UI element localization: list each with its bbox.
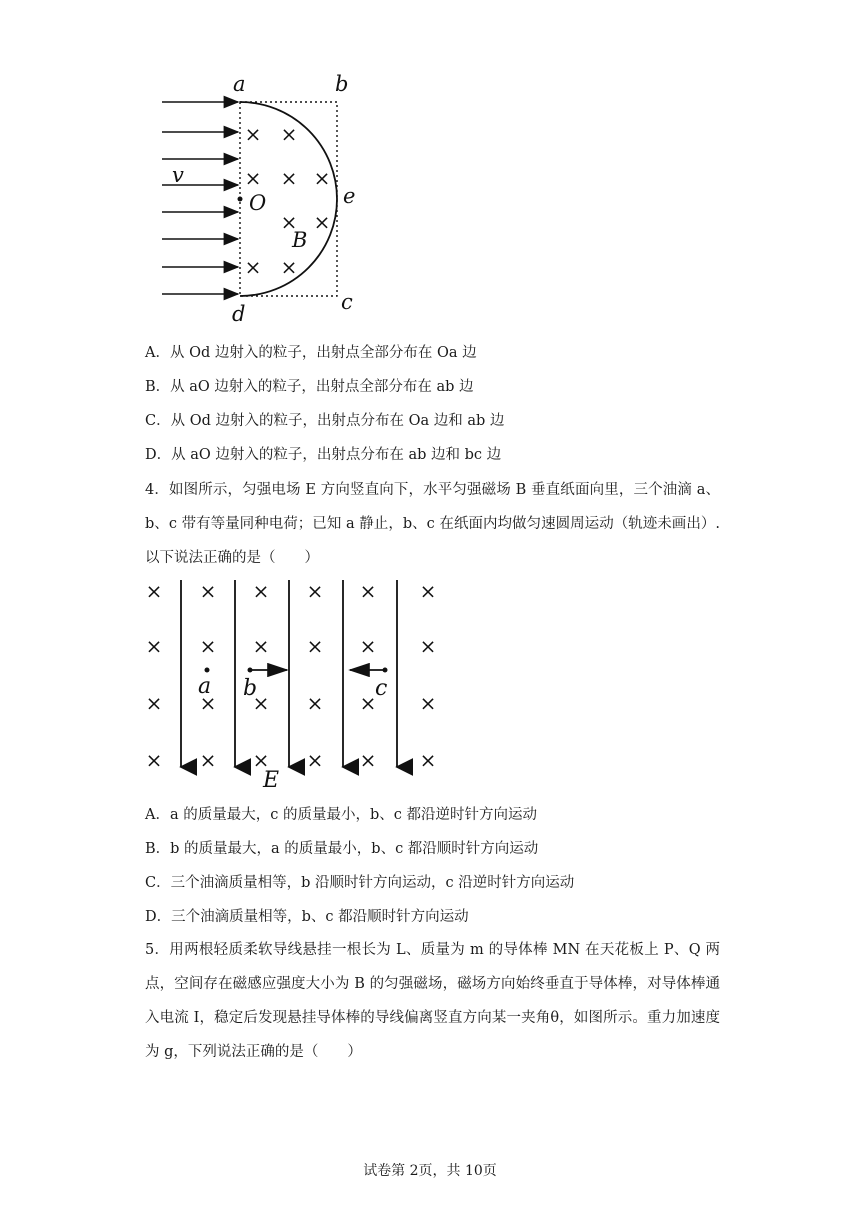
label-b: b xyxy=(335,72,349,96)
q3-option-b: B．从 aO 边射入的粒子，出射点全部分布在 ab 边 xyxy=(145,379,474,395)
label-e-field: E xyxy=(263,768,280,793)
svg-text:×: × xyxy=(252,579,270,603)
page-footer: 试卷第 2页，共 10页 xyxy=(363,1163,497,1179)
svg-text:×: × xyxy=(199,634,217,658)
label-d: d xyxy=(232,302,246,326)
electric-field-lines xyxy=(181,580,397,767)
drop-a xyxy=(205,668,210,673)
svg-text:×: × xyxy=(199,691,217,715)
svg-text:×: × xyxy=(244,122,262,146)
svg-text:×: × xyxy=(359,691,377,715)
q3-option-d: D．从 aO 边射入的粒子，出射点分布在 ab 边和 bc 边 xyxy=(145,447,502,463)
svg-text:×: × xyxy=(280,210,298,234)
label-e: e xyxy=(343,184,356,208)
svg-text:×: × xyxy=(306,691,324,715)
figure-semicircle-field xyxy=(150,65,380,335)
q5-stem: 5．用两根轻质柔软导线悬挂一根长为 L、质量为 m 的导体棒 MN 在天花板上 P、Q 两点，空间存在磁感应强度大小为 B 的匀强磁场，磁场方向始终垂直于导体棒，对导体棒通入电流 I，稳定后发现悬挂导体棒的导线偏离竖直方向某一夹角θ，如图所示。重力加速度为 g，下列说法正确的是（ ） xyxy=(145,942,720,1060)
svg-text:×: × xyxy=(199,579,217,603)
svg-text:×: × xyxy=(419,634,437,658)
q4-option-d: D．三个油滴质量相等，b、c 都沿顺时针方向运动 xyxy=(145,909,469,925)
svg-text:×: × xyxy=(359,579,377,603)
q4-option-c: C．三个油滴质量相等，b 沿顺时针方向运动，c 沿逆时针方向运动 xyxy=(145,875,575,891)
label-drop-b: b xyxy=(243,676,258,701)
q4-option-b: B．b 的质量最大，a 的质量最小，b、c 都沿顺时针方向运动 xyxy=(145,841,539,857)
svg-text:×: × xyxy=(419,748,437,772)
magnetic-field-crosses xyxy=(146,579,437,772)
svg-text:×: × xyxy=(419,579,437,603)
svg-text:×: × xyxy=(145,579,163,603)
svg-text:×: × xyxy=(244,166,262,190)
svg-text:×: × xyxy=(419,691,437,715)
svg-text:×: × xyxy=(359,748,377,772)
label-drop-c: c xyxy=(375,676,388,701)
svg-text:×: × xyxy=(252,748,270,772)
q4-stem: 4．如图所示，匀强电场 E 方向竖直向下，水平匀强磁场 B 垂直纸面向里，三个油滴 a、b、c 带有等量同种电荷；已知 a 静止，b、c 在纸面内均做匀速圆周运动（轨迹未画出）. 以下说法正确的是（ ） xyxy=(145,482,720,566)
svg-text:×: × xyxy=(145,634,163,658)
svg-text:×: × xyxy=(280,122,298,146)
svg-text:×: × xyxy=(306,634,324,658)
label-b-field: B xyxy=(292,228,308,252)
svg-text:×: × xyxy=(306,579,324,603)
figure-oil-drops xyxy=(140,575,450,795)
q4-option-a: A．a 的质量最大，c 的质量最小，b、c 都沿逆时针方向运动 xyxy=(145,807,537,823)
svg-text:×: × xyxy=(280,255,298,279)
svg-text:×: × xyxy=(306,748,324,772)
svg-text:×: × xyxy=(252,634,270,658)
svg-text:×: × xyxy=(280,166,298,190)
svg-text:×: × xyxy=(199,748,217,772)
q3-option-a: A．从 Od 边射入的粒子，出射点全部分布在 Oa 边 xyxy=(145,345,477,361)
svg-text:×: × xyxy=(252,691,270,715)
velocity-arrows xyxy=(162,102,238,294)
svg-text:×: × xyxy=(244,255,262,279)
center-point-o xyxy=(238,197,243,202)
svg-text:×: × xyxy=(145,748,163,772)
label-c: c xyxy=(341,290,353,314)
svg-text:×: × xyxy=(145,691,163,715)
label-v: v xyxy=(172,163,184,187)
svg-text:×: × xyxy=(313,166,331,190)
label-drop-a: a xyxy=(198,674,212,699)
svg-text:×: × xyxy=(359,634,377,658)
svg-text:×: × xyxy=(313,210,331,234)
label-a: a xyxy=(233,72,246,96)
label-o: O xyxy=(249,191,267,215)
q3-option-c: C．从 Od 边射入的粒子，出射点分布在 Oa 边和 ab 边 xyxy=(145,413,505,429)
